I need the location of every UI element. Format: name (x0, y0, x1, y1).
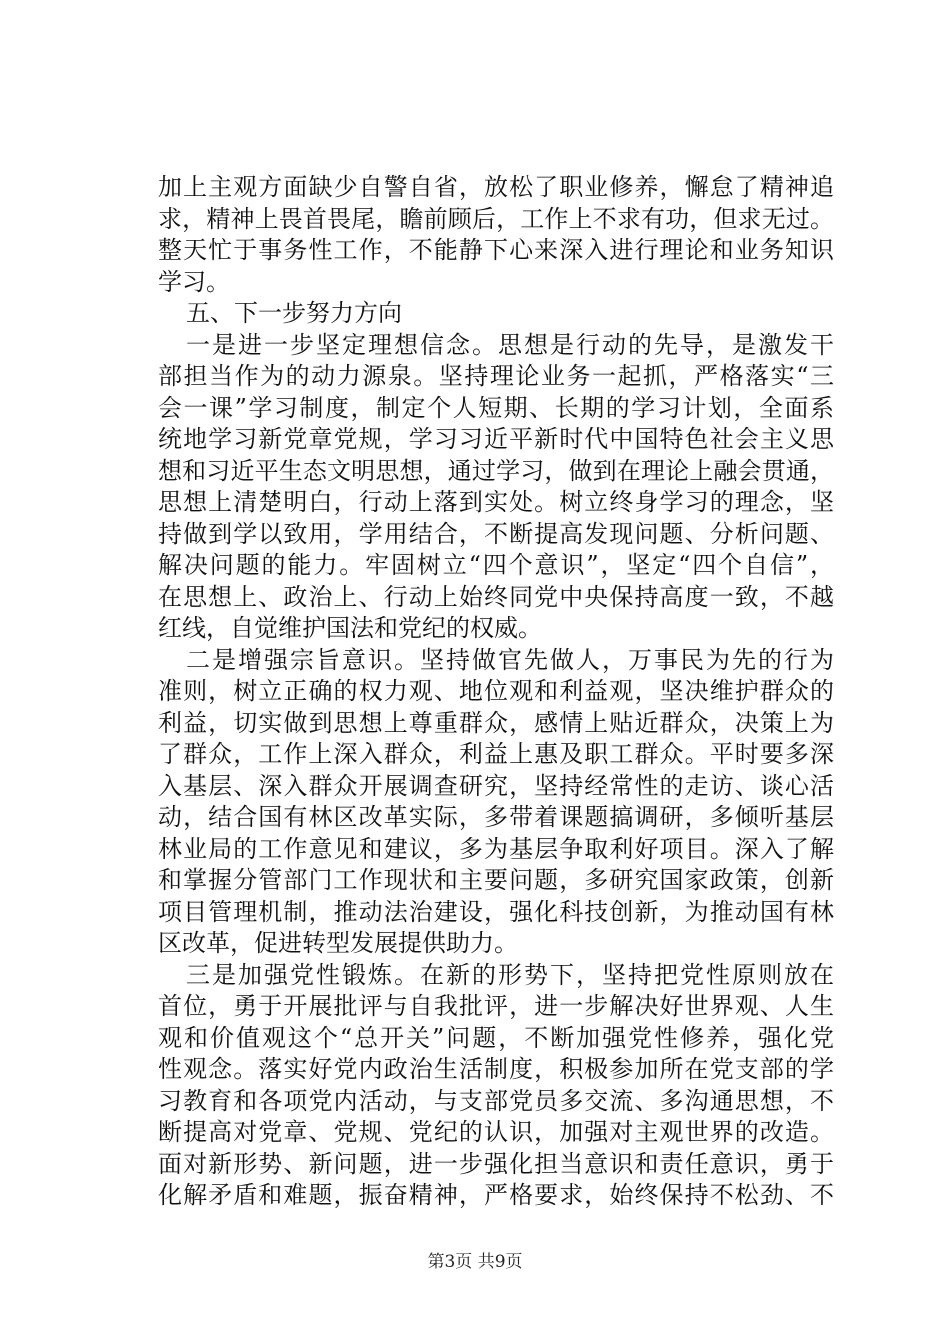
text-line: 了群众，工作上深入群众，利益上惠及职工群众。平时要多深 (158, 740, 834, 768)
text-line: 首位，勇于开展批评与自我批评，进一步解决好世界观、人生 (158, 992, 834, 1020)
text-line: 三是加强党性锻炼。在新的形势下，坚持把党性原则放在 (186, 960, 834, 989)
text-line: 性观念。落实好党内政治生活制度，积极参加所在党支部的学 (158, 1055, 834, 1083)
text-line: 林业局的工作意见和建议，多为基层争取利好项目。深入了解 (158, 834, 834, 863)
page-number: 第3页 共9页 (427, 1252, 523, 1272)
text-line: 项目管理机制，推动法治建设，强化科技创新，为推动国有林 (158, 897, 834, 926)
text-line: 思想上清楚明白，行动上落到实处。树立终身学习的理念，坚 (158, 488, 834, 516)
text-line: 会一课”学习制度，制定个人短期、长期的学习计划，全面系 (158, 393, 834, 422)
text-line: 想和习近平生态文明思想，通过学习，做到在理论上融会贯通， (158, 456, 834, 485)
text-line: 入基层、深入群众开展调查研究，坚持经常性的走访、谈心活 (158, 771, 834, 800)
text-line: 化解矛盾和难题，振奋精神，严格要求，始终保持不松劲、不 (158, 1181, 834, 1209)
text-line: 利益，切实做到思想上尊重群众，感情上贴近群众，决策上为 (158, 708, 834, 737)
text-line: 求，精神上畏首畏尾，瞻前顾后，工作上不求有功，但求无过。 (158, 204, 834, 233)
text-line: 观和价值观这个“总开关”问题，不断加强党性修养，强化党 (158, 1023, 834, 1052)
text-line: 红线，自觉维护国法和党纪的权威。 (158, 614, 542, 642)
text-line: 学习。 (158, 267, 230, 296)
section-heading: 五、下一步努力方向 (186, 299, 402, 327)
text-line: 在思想上、政治上、行动上始终同党中央保持高度一致，不越 (158, 582, 834, 611)
text-line: 区改革，促进转型发展提供助力。 (158, 929, 518, 957)
body-text (158, 172, 834, 1212)
text-line: 和掌握分管部门工作现状和主要问题，多研究国家政策，创新 (158, 866, 834, 894)
text-line: 持做到学以致用，学用结合，不断提高发现问题、分析问题、 (158, 519, 834, 548)
text-line: 部担当作为的动力源泉。坚持理论业务一起抓，严格落实“三 (158, 362, 834, 390)
text-line: 准则，树立正确的权力观、地位观和利益观，坚决维护群众的 (158, 677, 834, 705)
text-line: 整天忙于事务性工作，不能静下心来深入进行理论和业务知识 (158, 236, 834, 264)
text-line: 二是增强宗旨意识。坚持做官先做人，万事民为先的行为 (186, 645, 834, 674)
text-line: 动，结合国有林区改革实际，多带着课题搞调研，多倾听基层 (158, 803, 834, 831)
text-line: 面对新形势、新问题，进一步强化担当意识和责任意识，勇于 (158, 1149, 834, 1178)
text-line: 断提高对党章、党规、党纪的认识，加强对主观世界的改造。 (158, 1118, 834, 1146)
text-line: 习教育和各项党内活动，与支部党员多交流、多沟通思想，不 (158, 1086, 834, 1115)
text-line: 加上主观方面缺少自警自省，放松了职业修养，懈怠了精神追 (158, 173, 834, 201)
text-line: 一是进一步坚定理想信念。思想是行动的先导，是激发干 (186, 330, 834, 359)
text-line: 统地学习新党章党规，学习习近平新时代中国特色社会主义思 (158, 425, 834, 453)
text-line: 解决问题的能力。牢固树立“四个意识”，坚定“四个自信”， (158, 551, 834, 579)
